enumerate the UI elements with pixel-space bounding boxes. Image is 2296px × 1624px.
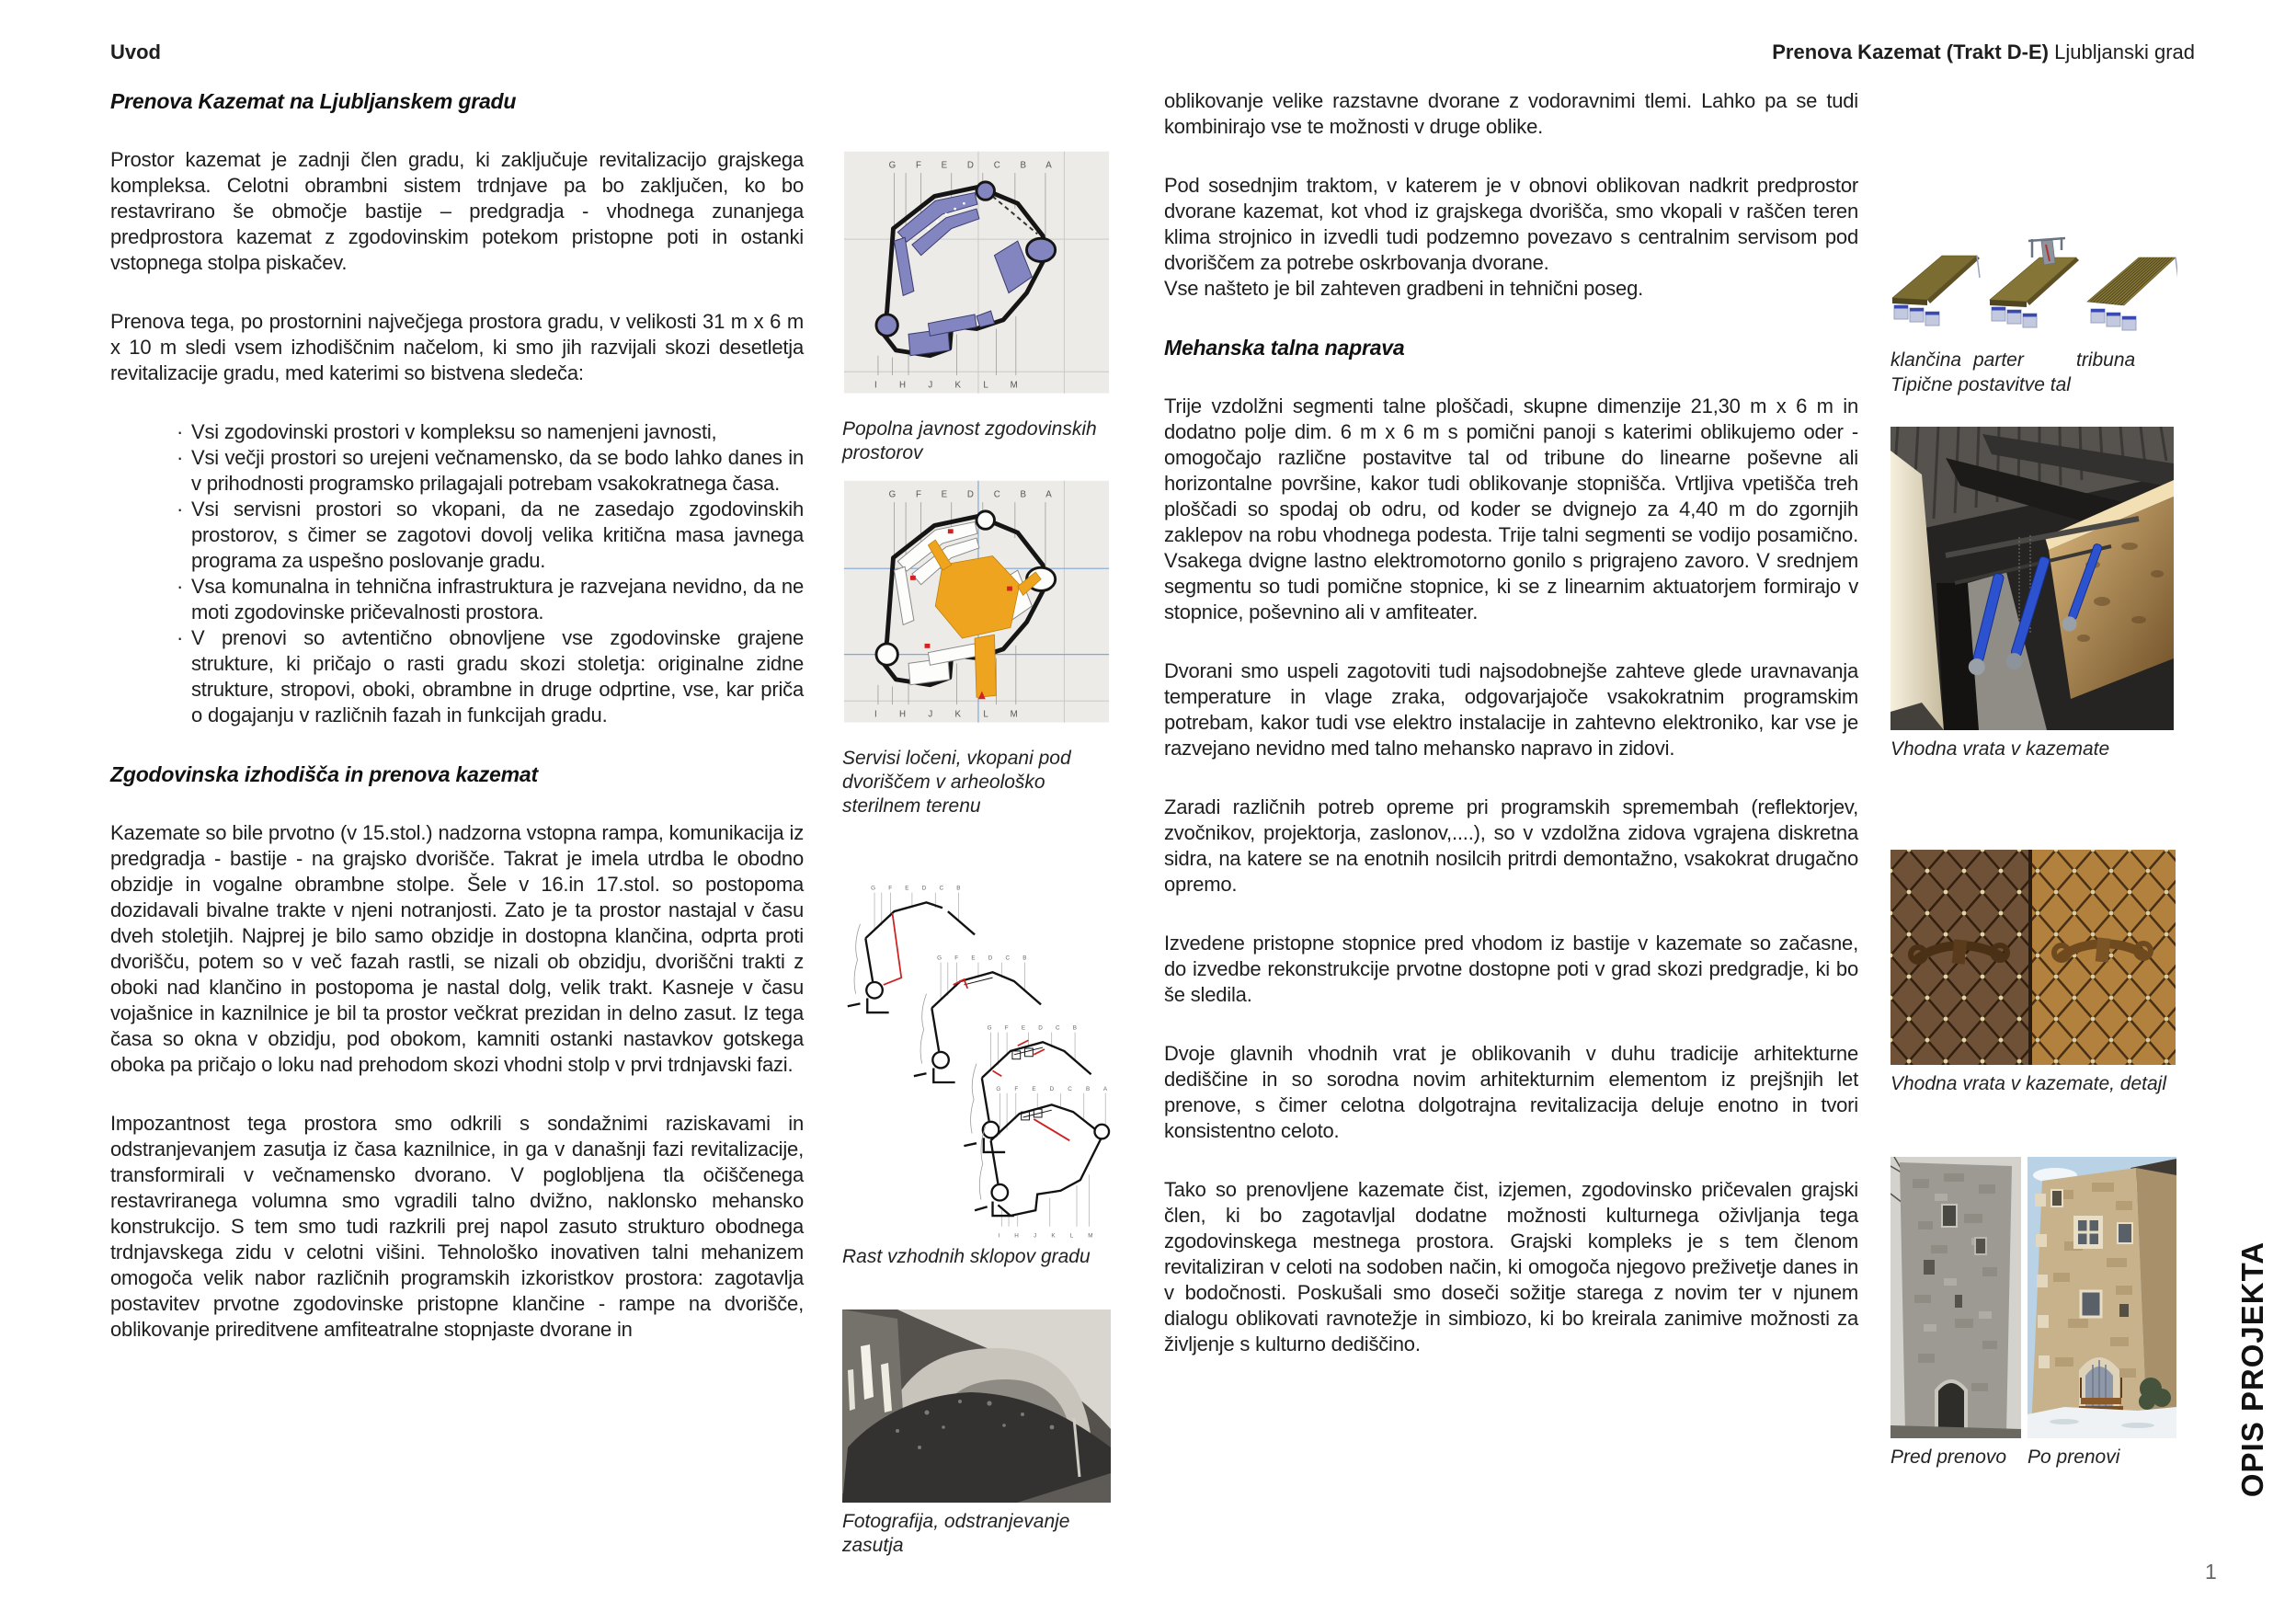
figure-caption: Pred prenovo: [1890, 1447, 2007, 1468]
header-right-title: Prenova Kazemat (Trakt D-E): [1772, 40, 2050, 63]
figure-column-right: [1890, 235, 2177, 1470]
list-item: · V prenovi so avtentično obnovljene vse zgodovinske grajene strukture, ki pričajo o rasti gradu skozi stoletja: originalne zidne strukture, stropovi, oboki, obrambne in druge odprtine, vse, kar priča o dogajanju v različnih fazah in funkcijah gradu.: [191, 625, 804, 728]
paragraph: Pod sosednjim traktom, v katerem je v obnovi oblikovan nadkrit predprostor dvorane kazemat, kot vhod iz grajskega dvorišča, smo vkopali v raščen teren klima strojnico in izvedli tudi podzemno povezavo s centralnim servisom pod dvoriščem za potrebe oskrbovanja dvorane.: [1164, 174, 1858, 274]
principles-list: [110, 419, 804, 728]
caption-tribune: tribuna: [2076, 349, 2136, 371]
tower-before-photo-image: [1890, 1157, 2021, 1438]
figure-caption: Popolna javnost zgodovinskih prostorov: [842, 418, 1097, 463]
list-item: · Vsi zgodovinski prostori v kompleksu so namenjeni javnosti,: [191, 419, 804, 445]
list-item: · Vsi servisni prostori so vkopani, da ne zasedajo zgodovinskih prostorov, s čimer se zagotovi dovolj velika kritična masa javnega programa za uspešno poslovanje gradu.: [191, 497, 804, 574]
paragraph: Prenova tega, po prostornini največjega prostora gradu, v velikosti 31 m x 6 m x 10 m sledi vsem izhodiščnim načelom, ki smo jih razvijali skozi desetletja revitalizacije gradu, med katerimi so bistvena sledeča:: [110, 310, 804, 384]
arch-portal: [1936, 1381, 1966, 1433]
figure-before-after: [1890, 1157, 2177, 1470]
text-column-2: [1164, 88, 1858, 1390]
entrance-doors-photo-image: [1890, 850, 2176, 1065]
section-title-3: Mehanska talna naprava: [1164, 336, 1405, 360]
figure-mechanism-photo: [1890, 427, 2177, 761]
paragraph: Tako so prenovljene kazemate čist, izjemen, zgodovinsko pričevalen grajski člen, ki bo zagotavljal dodatne možnosti kulturnega oživljanja tega zgodovinskega mestnega prostora. Grajski kompleks je s tem členom revitaliziran v celoti na sodoben način, ki omogoča njegovo preživetje danes in v bodočnosti. Poskušali smo doseči sožitje starega z novim ter v njunem dialogu oblikovati ravnotežje in simbiozo, ki bo kreirala zanimive možnosti za življenje s kulturno dediščino.: [1164, 1178, 1858, 1355]
mullioned-window: [2073, 1216, 2103, 1249]
figure-caption: Fotografija, odstranjevanje zasutja: [842, 1511, 1070, 1556]
caption-ramp: klančina: [1890, 349, 1962, 371]
figure-caption: Vhodna vrata v kazemate: [1890, 738, 2110, 760]
header-right: [1772, 40, 2195, 64]
paragraph: Dvorani smo uspeli zagotoviti tudi najsodobnejše zahteve glede uravnavanja temperature in vlage zraka, odgovarjajoče vsakokratnim programskim potrebam, kakor tudi vse elektro instalacije in zahtevno elektroniko, kar vse je razvejano nevidno med talno mehansko napravo in zidovi.: [1164, 659, 1858, 760]
axis-letters-top: G F E D C B A: [888, 489, 1052, 500]
axis-letters-top: G F E D C B A: [888, 160, 1052, 171]
figure-doors-photo: [1890, 850, 2177, 1096]
paragraph: Dvoje glavnih vhodnih vrat je oblikovanih v duhu tradicije arhitekturne dediščine in so sorodna novim arhitekturnim elementom iz prejšnjih let prenove, s čimer celotna dolgotrajna revitalizacija deluje enotno in tvori konsistentno celoto.: [1164, 1042, 1858, 1142]
figure-plan-public: [842, 147, 1111, 465]
caption-parter: parter: [1973, 349, 2024, 371]
castle-plan-blue-image: [842, 147, 1111, 410]
render-captions: [1890, 349, 2177, 373]
page-number: 1: [2205, 1560, 2217, 1584]
stage-letters: G F E D C B: [987, 1024, 1078, 1032]
section-title-2: Zgodovinska izhodišča in prenova kazemat: [110, 762, 538, 786]
paragraph: oblikovanje velike razstavne dvorane z vodoravnimi tlemi. Lahko pa se tudi kombinirajo vse te možnosti v druge oblike.: [1164, 89, 1858, 138]
axis-letters-bottom: I H J K L M: [874, 380, 1018, 391]
paragraph: Impozantnost tega prostora smo odkrili s sondažnimi raziskavami in odstranjevanjem zasutja iz časa kaznilnice, in ga v današnji fazi revitalizacije, transformirali v večnamensko dvorano. V poglobljena tla očiščenega restavriranega volumna smo vgradili talno dvižno, naklonsko mehansko konstrukcijo. S tem smo tudi razkrili prej napol zasuto strukturo obodnega trdnjavskega zidu v celotni višini. Tehnološko inovativen talni mehanizem omogoča velik nabor različnih programskih izkoristkov prostora: zagotavlja postavitev prvotne zgodovinske pristopne klančine - rampe na dvorišče, oblikovanje prireditvene amfiteatralne stopnjaste dvorane in: [110, 1112, 804, 1341]
text-column-1: [110, 88, 804, 1376]
header-left-label: Uvod: [110, 40, 161, 63]
floor-configurations-render-image: [1890, 235, 2177, 342]
after-photo-block: [2028, 1157, 2176, 1470]
figure-column-left: [842, 147, 1111, 1558]
paragraph: Zaradi različnih potreb opreme pri programskih spremembah (reflektorjev, zvočnikov, projektorja, zaslonov,....), so v vzdolžna zidova vgrajena diskretna sidra, na katere se na enotnih nosilcih pritrdi demontažno, vsakokrat drugačno opremo.: [1164, 795, 1858, 896]
tower-after-photo-image: [2028, 1157, 2176, 1438]
stage-letters: G F E D C B A: [996, 1085, 1108, 1092]
stage-letters: G F E D C B: [871, 885, 961, 892]
list-item: · Vsa komunalna in tehnična infrastruktura je razvejana nevidno, da ne moti zgodovinske pričevalnosti prostora.: [191, 574, 804, 625]
paragraph: Kazemate so bile prvotno (v 15.stol.) nadzorna vstopna rampa, komunikacija iz predgradja - bastije - na grajsko dvorišče. Takrat je imela utrdba le obodno obzidje in vogalne obrambne stolpe. Šele v 16.in 17.stol. so postopoma dozidavali bivalne trakte v njeni notranjosti. Zato je ta prostor nastajal v času dveh stoletjih. Najprej je bilo samo obzidje in dostopna klančina, odprta proti dvorišču, potem so v več fazah rastli, se nizali ob obzidju, dvoriščni trakti z oboki nad klančino in postopoma je nastal dolg, velik trakt. Kasneje v času vojašnice in kaznilnice je bil ta prostor večkrat prezidan in delno zasut. Iz tega časa so okna v obzidju, pod obokom, kamniti ostanki nastavkov gotskega oboka pa pričajo o loku nad prehodom skozi vhodni stolp v prvi trdnjavski fazi.: [110, 821, 804, 1076]
paragraph: Prostor kazemat je zadnji člen gradu, ki zaključuje revitalizacijo grajskega kompleksa. Celotni obrambni sistem trdnjave pa bo zaključen, ko bo restavrirano še območje bastije – predgradja - vhodnega zunanjega predprostora kazemat z zgodovinskim potekom pristopne poti in ostanki vstopnega stolpa piskačev.: [110, 148, 804, 274]
list-item: · Vsi večji prostori so urejeni večnamensko, da se bodo lahko danes in v prihodnosti programsko prilagajali potrebam vsakokratnega časa.: [191, 445, 804, 497]
stage-letters: G F E D C B: [937, 955, 1027, 962]
section-sidebar-label: OPIS PROJEKTA: [2235, 1241, 2269, 1498]
castle-growth-phases-image: [842, 861, 1111, 1238]
floor-mechanism-photo-image: [1890, 427, 2174, 730]
figure-caption: Servisi ločeni, vkopani pod dvoriščem v arheološko sterilnem terenu: [842, 748, 1071, 817]
figure-caption: Vhodna vrata v kazemate, detajl: [1890, 1073, 2167, 1094]
header-right-subtitle: Ljubljanski grad: [2049, 40, 2195, 63]
figure-caption: Po prenovi: [2028, 1447, 2120, 1468]
figure-floor-configurations: [1890, 235, 2177, 397]
figure-caption: Tipične postavitve tal: [1890, 374, 2071, 395]
paragraph: Vse našteto je bil zahteven gradbeni in tehnični poseg.: [1164, 277, 1644, 300]
axis-letters-bottom: I H J K L M: [874, 709, 1018, 720]
paragraph: Trije vzdolžni segmenti talne ploščadi, skupne dimenzije 21,30 m x 6 m in dodatno polje dim. 6 m x 6 m s pomični panoji s katerimi oblikujemo oder - omogočajo različne postavitve tal od tribune do linearne poševne ali horizontalne površine, kakor tudi oblikovanje stopnišča. Vrtljiva vpetišča treh ploščadi so spodaj ob odru, od koder se dvignejo za 4,40 m do zgornjih zaklepov na robu vhodnega podesta. Trije talni segmenti se vodijo posamično. Vsakega dvigne lastno elektromotorno gonilo s prigrajeno zavoro. V srednjem segmentu so tudi pomične stopnice, ki se z linearnim aktuatorjem formirajo v stopnice, poševnino ali v amfiteater.: [1164, 395, 1858, 623]
stage-letters: I H J K L M: [998, 1232, 1093, 1238]
castle-plan-orange-image: [842, 476, 1111, 739]
figure-caption: Rast vzhodnih sklopov gradu: [842, 1246, 1091, 1267]
figure-excavation-photo: [842, 1309, 1111, 1558]
section-title-1: Prenova Kazemat na Ljubljanskem gradu: [110, 89, 517, 113]
vault-excavation-photo-image: [842, 1309, 1111, 1503]
figure-plan-services: [842, 476, 1111, 818]
before-photo-block: [1890, 1157, 2021, 1470]
paragraph: Izvedene pristopne stopnice pred vhodom iz bastije v kazemate so začasne, do izvedbe rekonstrukcije prvotne dostopne poti v grad skozi predgradje, ki bo še sledila.: [1164, 932, 1858, 1006]
figure-growth-diagrams: [842, 861, 1111, 1269]
